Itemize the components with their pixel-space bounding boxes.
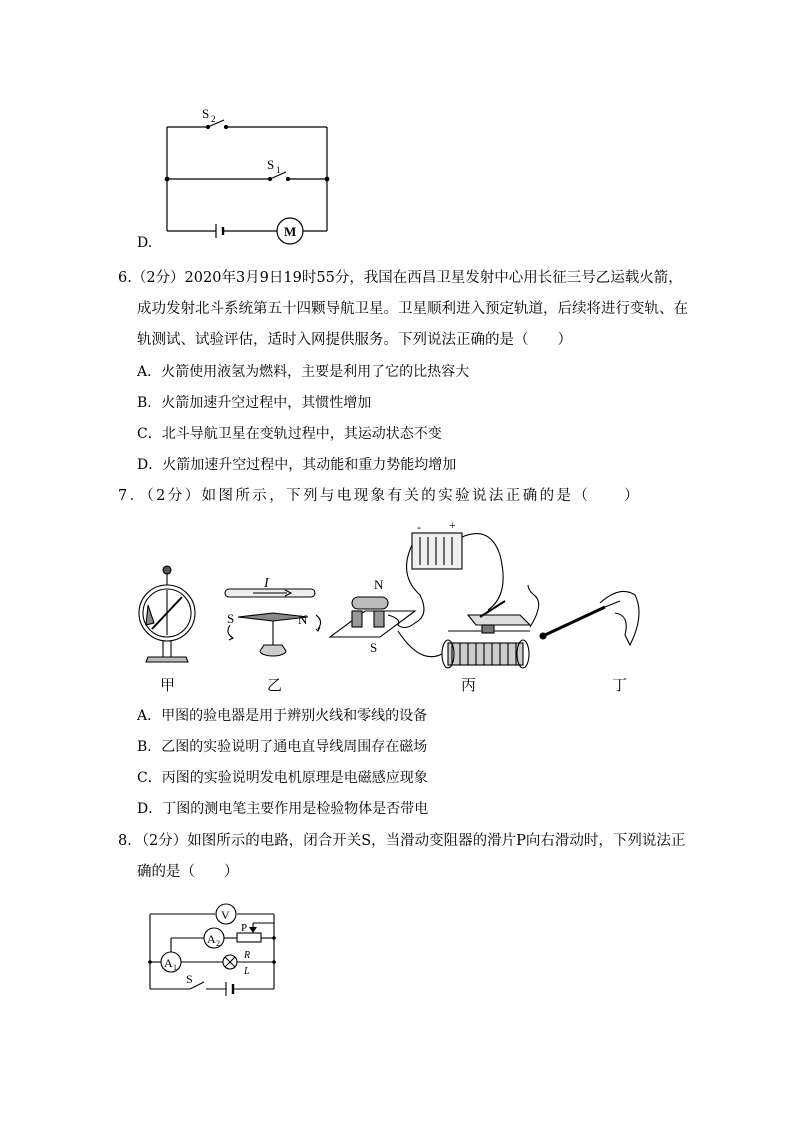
q7-option-c: C．丙图的实验说明发电机原理是电磁感应现象: [137, 770, 428, 786]
figure-label-ding: 丁: [612, 676, 628, 694]
circuit-diagram-d: [140, 100, 340, 250]
compass-s-label: S: [227, 611, 235, 626]
q7-stem: 7．（2分）如图所示，下列与电现象有关的实验说法正确的是（ ）: [118, 488, 641, 504]
q8-circuit: [140, 895, 290, 1005]
s1-label: S: [267, 157, 275, 172]
switch-s-label: S: [186, 972, 193, 986]
figure-label-bing: 丙: [461, 676, 477, 694]
circuit-diagram-q8: [140, 895, 290, 1005]
q6-stem-line3: 轨测试、试验评估，适时入网提供服务。下列说法正确的是（ ）: [137, 332, 572, 348]
q8-stem-line1: 8．（2分）如图所示的电路，闭合开关S，当滑动变阻器的滑片P向右滑动时，下列说法正: [118, 833, 686, 849]
figure-label-yi: 乙: [267, 676, 283, 694]
q7-option-d: D．丁图的测电笔主要作用是检验物体是否带电: [137, 801, 429, 817]
generator-setup-drawing: [330, 533, 539, 668]
ammeter-a1-sub: 1: [173, 963, 177, 972]
ammeter-a2-sub: 2: [216, 939, 220, 948]
resistor-r-label: R: [244, 950, 251, 961]
voltmeter-label: V: [221, 908, 230, 922]
current-label: I: [264, 576, 269, 591]
s2-sub: 2: [211, 114, 216, 124]
ammeter-a2-label: A: [207, 932, 216, 946]
q7-figure: [130, 515, 650, 695]
q5-option-d-circuit: [140, 100, 340, 250]
compass-n-label: N: [298, 612, 308, 627]
q6-option-a: A．火箭使用液氢为燃料，主要是利用了它的比热容大: [137, 364, 470, 380]
q6-option-d: D．火箭加速升空过程中，其动能和重力势能均增加: [137, 457, 457, 473]
q6-stem-line2: 成功发射北斗系统第五十四颗导航卫星。卫星顺利进入预定轨道，后续将进行变轨、在: [137, 301, 688, 317]
experiment-figures: [130, 515, 650, 695]
electroscope-drawing: [139, 566, 195, 662]
q7-option-b: B．乙图的实验说明了通电直导线周围存在磁场: [137, 739, 428, 755]
q7-option-a: A．甲图的验电器是用于辨别火线和零线的设备: [137, 708, 428, 724]
slider-p-label: P: [241, 922, 248, 934]
q6-option-c: C．北斗导航卫星在变轨过程中，其运动状态不变: [137, 426, 442, 442]
lamp-l-label: L: [244, 966, 250, 977]
s1-sub: 1: [276, 165, 281, 175]
q6-option-b: B．火箭加速升空过程中，其惯性增加: [137, 395, 372, 411]
battery-minus: -: [417, 520, 421, 534]
s2-label: S: [202, 106, 210, 121]
test-pen-drawing: [540, 591, 639, 645]
ammeter-a1-label: A: [164, 956, 173, 970]
battery-plus: +: [449, 518, 456, 532]
motor-label: M: [284, 224, 297, 239]
magnet-s-label: S: [370, 640, 378, 655]
magnet-n-label: N: [374, 577, 384, 592]
q8-stem-line2: 确的是（ ）: [137, 864, 239, 880]
q5-option-d-label: D.: [137, 235, 153, 251]
q6-stem-line1: 6.（2分）2020年3月9日19时55分，我国在西昌卫星发射中心用长征三号乙运载火箭，: [118, 270, 683, 286]
figure-label-jia: 甲: [160, 676, 176, 694]
